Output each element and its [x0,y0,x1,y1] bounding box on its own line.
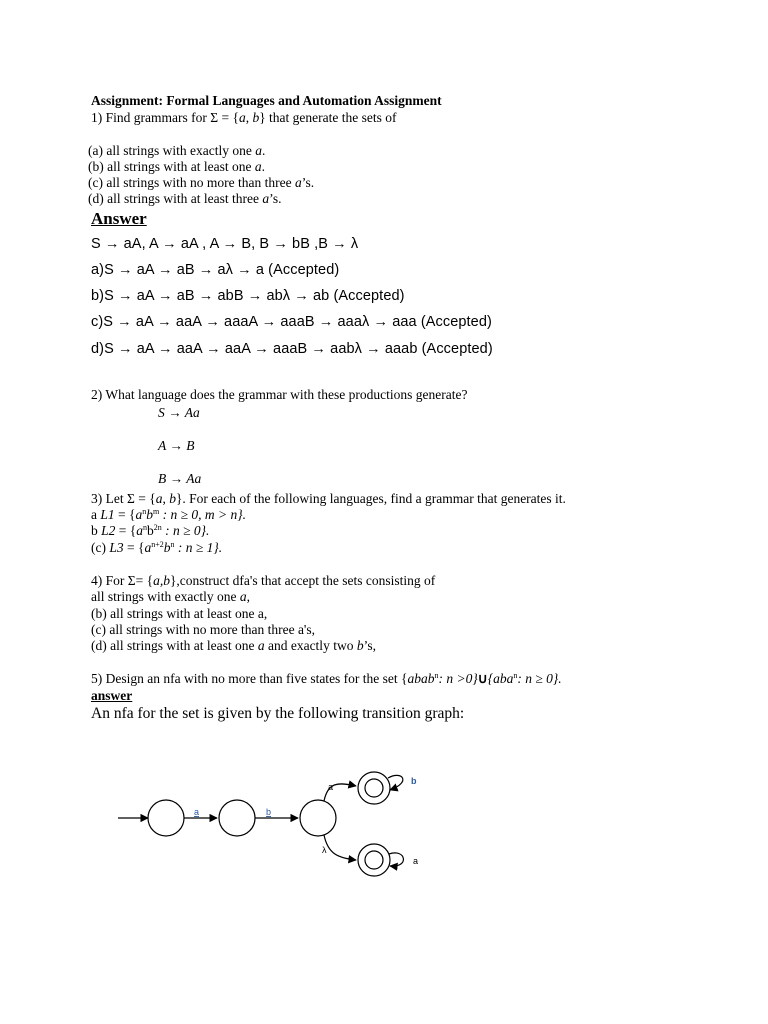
derivation-a: a)S → aA → aB → aλ → a (Accepted) [91,262,340,278]
answer5-heading: answer [91,688,133,703]
l1-base-b: b [146,507,153,522]
answer5-text: An nfa for the set is given by the following transition graph: [91,705,465,722]
q1-item-d-text: (d) all strings with at least three [88,191,263,206]
label-q4-loop: a [413,856,419,866]
l1-eq: = { [114,507,136,522]
l1-condition: : n ≥ 0, m > n}. [159,507,247,522]
l3-base-a: a [144,540,152,555]
q4-item-d-var-b: b [356,638,364,653]
l3-exp-n: n [170,540,175,549]
q5-set2: {aba [487,671,514,686]
state-q3-final [358,772,390,804]
q4-item-d [91,638,376,654]
l1-base-a: a [135,507,143,522]
q1-item-a-var: a [255,143,262,158]
language-l2 [91,523,209,539]
question-5 [91,671,562,687]
q1-item-c [88,175,314,191]
q1-item-d-var: a [262,191,270,206]
q5-set1: abab [407,671,435,686]
state-q1 [219,800,255,836]
q4-item-d-text: (d) all strings with at least one [91,638,258,653]
l2-base-a: a [136,523,143,538]
q1-item-b-end: . [261,159,265,174]
question-4 [91,573,435,589]
l2-exp-n: n [142,523,147,532]
q5-cond2: : n ≥ 0}. [517,671,562,686]
l1-label: a [91,507,101,522]
l3-exp-n2: n+2 [151,540,164,549]
q3-comma: , [162,491,170,506]
production-3: B → Aa [158,471,202,486]
q3-var-a: a [155,491,163,506]
q4-item-a-end: , [246,589,250,604]
state-q0 [148,800,184,836]
q4-item-a [91,589,250,605]
edge-q2-q4 [324,835,356,860]
language-l1 [91,507,246,523]
l3-condition: : n ≥ 1}. [174,540,223,555]
q5-text-pre: 5) Design an nfa with no more than five states for the set { [91,671,408,686]
q1-item-b-text: (b) all strings with at least one [88,159,255,174]
q4-item-a-var: a [239,589,247,604]
derivation-c: c)S → aA → aaA → aaaA → aaaB → aaaλ → aaa (Accepted) [91,314,492,330]
q1-item-c-end: ’s. [301,175,315,190]
question-2: 2) What language does the grammar with these productions generate? [91,387,468,402]
l3-eq: = { [123,540,145,555]
q1-item-d-end: ’s. [269,191,282,206]
q4-item-a-text: all strings with exactly one [91,589,240,604]
l1-exp-n: n [142,507,147,516]
l2-name: L2 [101,523,116,538]
q1-comma: , [245,110,253,125]
q5-cond1: : n >0} [438,671,478,686]
q4-item-d-end: ’s, [363,638,376,653]
l3-name: L3 [109,540,124,555]
loop-q4 [389,853,403,866]
label-q3-loop: b [411,776,417,786]
q1-item-c-var: a [294,175,302,190]
nfa-transition-graph [0,740,768,900]
q1-var-a: a [238,110,246,125]
state-q4-final [358,844,390,876]
assignment-title: Assignment: Formal Languages and Automation Assignment [91,93,442,108]
grammar-productions: S → aA, A → aA , A → B, B → bB ,B → λ [91,236,359,252]
l1-exp-m: m [152,507,160,516]
language-l3 [91,540,222,556]
production-1: S → Aa [158,405,200,420]
label-q0-q1: a [194,807,200,817]
l2-exp-2n: 2n [153,523,162,532]
q5-exp1: n [434,671,439,680]
q4-text-post: },construct dfa's that accept the sets consisting of [169,573,436,588]
question-3 [91,491,566,507]
q1-text-pre: 1) Find grammars for Σ = { [91,110,239,125]
q1-var-b: b [252,110,260,125]
q4-item-b: (b) all strings with at least one a, [91,606,268,621]
q1-item-c-text: (c) all strings with no more than three [88,175,295,190]
q1-item-a [88,143,265,159]
q4-item-c: (c) all strings with no more than three a's, [91,622,315,637]
l3-base-b: b [163,540,171,555]
label-q2-q3: a [328,782,334,792]
q1-item-d [88,191,281,207]
production-2: A → B [158,438,195,453]
q1-item-a-end: . [261,143,266,158]
q4-item-d-mid: and exactly two [264,638,357,653]
derivation-b: b)S → aA → aB → abB → abλ → ab (Accepted) [91,288,405,304]
q1-item-a-text: (a) all strings with exactly one [88,143,256,158]
answer-heading: Answer [91,209,147,228]
q3-text-post: }. For each of the following languages, find a grammar that generates it. [175,491,566,506]
l3-label: (c) [91,540,110,555]
label-q2-q4: λ [322,845,327,855]
q3-var-b: b [169,491,176,506]
l1-name: L1 [100,507,115,522]
question-1 [91,110,397,126]
q5-union: ∪ [477,671,488,686]
q4-alphabet: a,b [153,573,170,588]
l2-eq: = { [115,523,137,538]
q4-text-pre: 4) For Σ= { [91,573,154,588]
q1-text-post: } that generate the sets of [259,110,397,125]
l2-condition: : n ≥ 0}. [161,523,210,538]
q5-exp2: n [513,671,518,680]
l2-base-b: b [146,523,154,538]
l2-label: b [91,523,102,538]
q3-text-pre: 3) Let Σ = { [91,491,156,506]
q1-item-b [88,159,265,175]
q4-item-d-var-a: a [257,638,265,653]
label-q1-q2: b [266,807,272,817]
state-q2 [300,800,336,836]
derivation-d: d)S → aA → aaA → aaA → aaaB → aabλ → aaab (Accepted) [91,341,493,357]
q1-item-b-var: a [254,159,262,174]
